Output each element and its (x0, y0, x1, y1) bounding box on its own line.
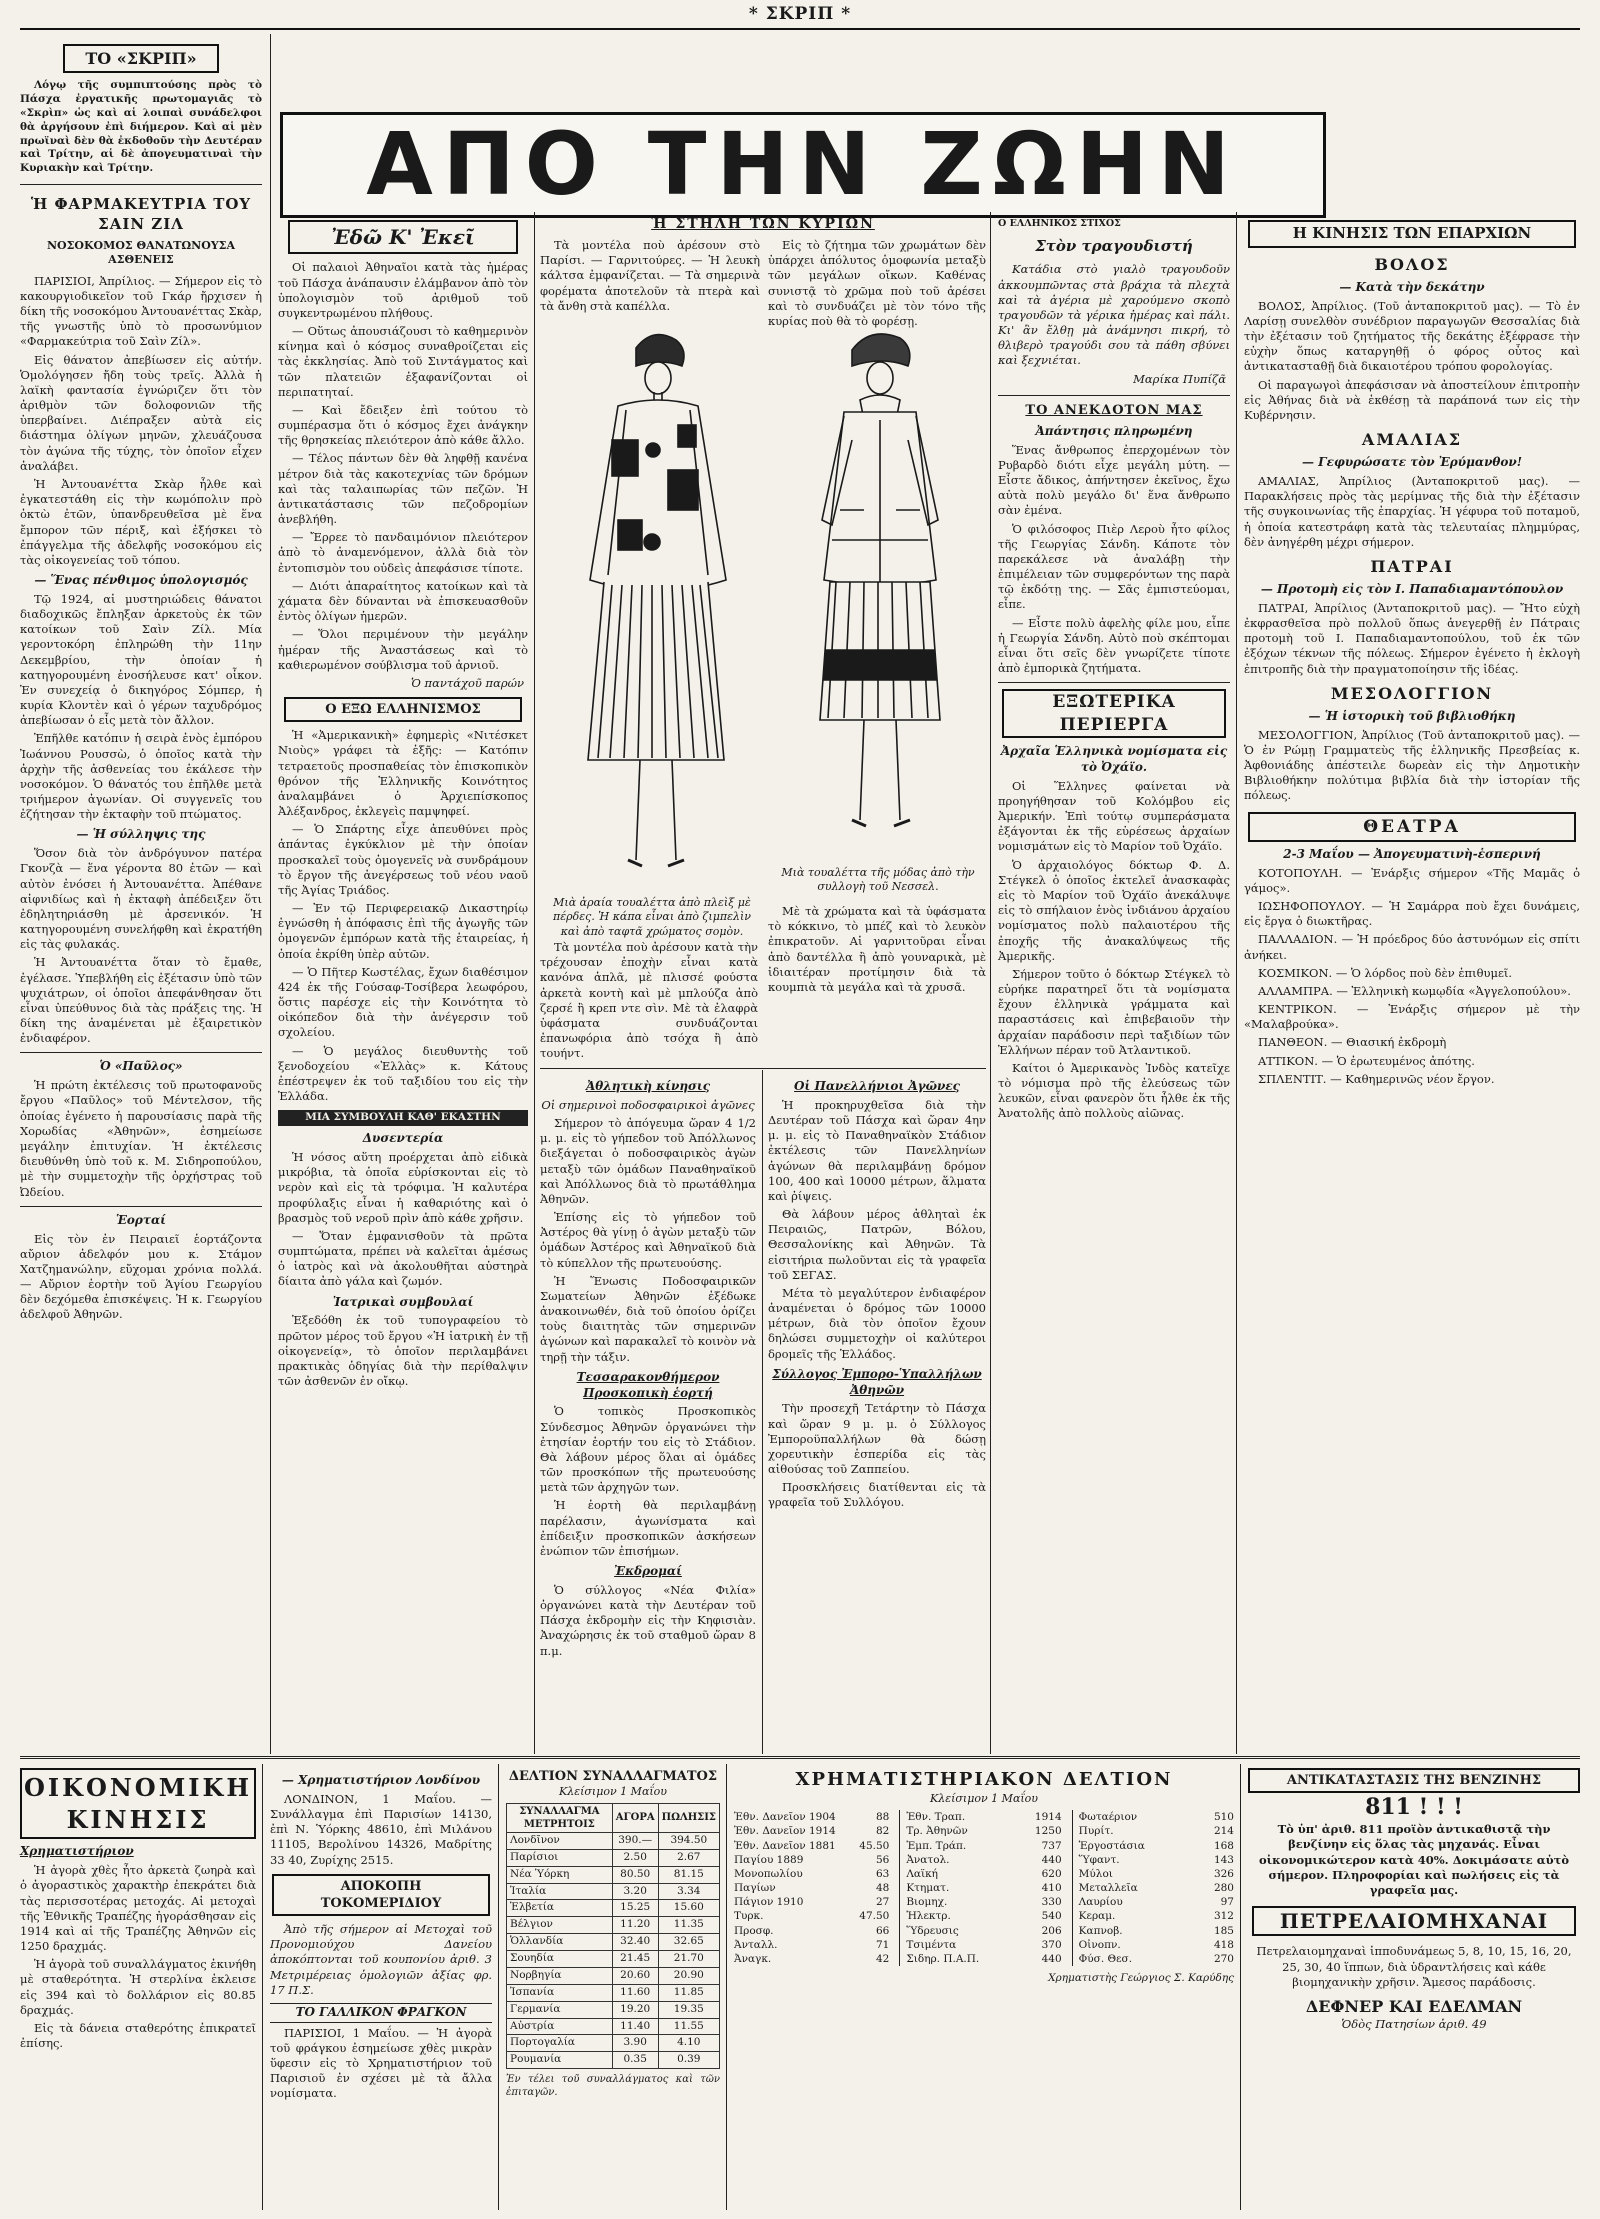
security-price: 214 (1213, 1825, 1234, 1838)
economy-title: ΟΙΚΟΝΟΜΙΚΗ ΚΙΝΗΣΙΣ (20, 1768, 256, 1839)
security-price: 63 (875, 1867, 890, 1880)
security-price: 440 (1041, 1853, 1062, 1866)
fx-currency: Ρουμανία (507, 2052, 613, 2069)
bourse-list-loans (734, 1810, 889, 1966)
security-name: Ὕδρευσις (906, 1924, 959, 1937)
bourse-list-banks (899, 1810, 1061, 1966)
fx-rate: 3.90 (612, 2035, 658, 2052)
fx-rate: 394.50 (658, 1833, 719, 1850)
story-paragraph: Εἰς θάνατον ἀπεβίωσεν εἰς αὐτήν. Ὁμολόγησεν ἤδη τοὺς τρεῖς. Ἀλλὰ ἡ λαϊκὴ φαντασία ἐγνώριζεν ὅτι τὸν ἀριθμὸν τῶν δολοφονιῶν τῆς ὑπερβαίνει. Διέπραξεν αὐτὰ εἰς διάστημα ὀλίγων μηνῶν, χλευάζουσα τὸν ἀγώνα τῆς τύχης, τὸν ὁποῖον εἶχεν ἀναλάβει. (20, 352, 262, 473)
city-heading: ΠΑΤΡΑΙ (1370, 556, 1454, 576)
security-price: 185 (1213, 1924, 1234, 1937)
security-name: Ὕφαντ. (1078, 1853, 1120, 1866)
bourse-row (1079, 1824, 1234, 1838)
fx-currency: Νορβηγία (507, 1967, 613, 1984)
column-paragraph: Ὁ φιλόσοφος Πιὲρ Λεροὺ ἦτο φίλος τῆς Γεωργίας Σάνδη. Κάποτε τὸν παρεκάλεσε νὰ ἀναλάβῃ τὴν ἐπιμέλειαν τῶν συμφερόντων της παρὰ τῷ ἐκδότῃ της. — Σᾶς ἐμπιστεύομαι, εἶπε. (998, 521, 1230, 612)
fx-row (507, 1849, 720, 1866)
fx-rate: 11.40 (612, 2018, 658, 2035)
security-price: 312 (1213, 1910, 1234, 1923)
column-paragraph: ΑΜΑΛΙΑΣ, Ἀπρίλιος (Ἀνταποκριτοῦ μας). — Παρακλήσεις πρὸς τὰς μερίμνας τῆς διὰ τὴν ἐξέτασιν τῆς συγκοινωνίας τῆς ἐπαρχίας. Ἡ γέφυρα τοῦ ποταμοῦ, ἡ ὁποία κατεστράφη κατὰ τὰς τελευταίας πλημμύρας, δὲν ἀνηγέρθη μέχρι σήμερον. (1244, 474, 1580, 549)
column-paragraph: — Διότι ἀπαραίτητος κατοίκων καὶ τὰ χάματα δὲν δύνανται νὰ ἐπισκευασθοῦν ἐντὸς ὀλίγων ἡμερῶν. (278, 578, 528, 624)
bourse-row (906, 1839, 1061, 1853)
security-name: Πάγιον 1910 (734, 1896, 804, 1909)
ad-subtitle: 811 ! ! ! (1365, 1794, 1463, 1821)
column-paragraph: Ἕνας ἄνθρωπος ἐπερχομένων τὸν Ρυβαρδὸ διότι εἶχε μεγάλη μύτη. — Εἶστε ἄδικος, ἀπήντησεν ἐκεῖνος, ἔχω αὐτὰ πολὺ μεγάλο δι' ἕνα ἄνθρωπο σὰν ἐμένα. (998, 442, 1230, 518)
security-price: 42 (875, 1952, 890, 1965)
theatre-listing: ΑΤΤΙΚΟΝ. — Ὁ ἐρωτευμένος ἀπότης. (1258, 1053, 1475, 1068)
city-heading: ΑΜΑΛΙΑΣ (1361, 430, 1463, 450)
fx-rate: 19.20 (612, 2001, 658, 2018)
fashion-paragraph: Μὲ τὰ χρώματα καὶ τὰ ὑφάσματα τὸ κόκκινο, τὸ μπέζ καὶ τὸ λευκὸν ἐπικρατοῦν. Αἱ γαρνιτοῦραι εἶναι ἀπὸ δαντέλλα ἢ ἀπὸ γουναρικὰ, μὲ ἰδιαιτέραν προτίμησιν διὰ τὰ κουμπιὰ τὰ μεγάλα καὶ τὰ χρυσᾶ. (768, 904, 986, 994)
column-paragraph: Σήμερον τοῦτο ὁ δόκτωρ Στέγκελ τὸ εὑρήκε παρατηρεῖ ὅτι τὰ νομίσματα ἔχουν ἑλληνικὰ γράμματα καὶ παραστάσεις καὶ ἐπιβεβαιοῦν τὴν ἀρχαίαν παράδοσιν περὶ ταξιδίων τῶν Ἑλλήνων πέραν τοῦ Ἀτλαντικοῦ. (998, 966, 1230, 1057)
section-subhead: Ἀπάντησις πληρωμένη (1035, 423, 1193, 438)
fx-rate: 32.65 (658, 1934, 719, 1951)
fx-rate: 81.15 (658, 1866, 719, 1883)
fashion-caption-right: Μιὰ τουαλέττα τῆς μόδας ἀπὸ τὴν συλλογὴ τοῦ Νεσσελ. (781, 866, 975, 894)
fx-row (507, 1917, 720, 1934)
story-subheadline: ΝΟΣΟΚΟΜΟΣ ΘΑΝΑΤΩΝΟΥΣΑ ΑΣΘΕΝΕΙΣ (47, 238, 235, 267)
column-paragraph: — Ἐν τῷ Περιφερειακῷ Δικαστηρίῳ ἐγνώσθη ἡ ἀπόφασις ἐπὶ τῆς ἀγωγῆς τῶν ὁμογενῶν ἐμπόρων κατὰ τῆς ἑταιρείας, ἡ ὁποία ἐκρίθη ὑπὲρ αὐτῶν. (278, 901, 528, 961)
ad-title-2: ΠΕΤΡΕΛΑΙΟΜΗΧΑΝΑΙ (1252, 1906, 1576, 1936)
fx-rate: 4.10 (658, 2035, 719, 2052)
section-title: ΤΟ ΑΝΕΚΔΟΤΟΝ ΜΑΣ (1025, 402, 1203, 418)
fx-note: Ἐν τέλει τοῦ συναλλάγματος καὶ τῶν ἐπιταγῶν. (506, 2074, 720, 2099)
fx-rate: 11.60 (612, 1984, 658, 2001)
security-price: 143 (1213, 1853, 1234, 1866)
column-paragraph: — Ὅταν ἐμφανισθοῦν τὰ πρῶτα συμπτώματα, πρέπει νὰ καλεῖται ἀμέσως ὁ ἰατρὸς καὶ νὰ ἀκολουθῆται αὐστηρὰ δίαιτα ἀπὸ γάλα καὶ ζωμόν. (278, 1228, 528, 1289)
bourse-row (1079, 1839, 1234, 1853)
fx-rate: 3.20 (612, 1883, 658, 1900)
city-heading: ΒΟΛΟΣ (1374, 254, 1450, 274)
fashion-illustration-cape (548, 320, 758, 890)
fx-rate: 80.50 (612, 1866, 658, 1883)
story-subhead: Ὁ «Παῦλος» (99, 1059, 183, 1074)
fashion-illustration-coat (770, 320, 980, 860)
security-price: 410 (1041, 1882, 1062, 1895)
theatre-listing: ΑΛΛΑΜΠΡΑ. — Ἐλληνικὴ κωμῳδία «Ἀγγελοπούλου». (1258, 983, 1571, 998)
security-price: 71 (875, 1938, 890, 1951)
column-paragraph: ΜΕΣΟΛΟΓΓΙΟΝ, Ἀπρίλιος (Τοῦ ἀνταποκριτοῦ μας). — Ὁ ἐν Ρώμῃ Γραμματεὺς τῆς ἑλληνικῆς Πρεσβείας κ. Ἀφθονιάδης ἀπέστειλε δωρεὰν εἰς τὴν Δημοτικὴν Βιβλιοθήκην πολύτιμα βιβλία διὰ τὴν ἱστορίαν τῆς πόλεως. (1244, 727, 1580, 803)
security-name: Οἰνοπν. (1078, 1938, 1121, 1951)
column-paragraph: — Ὁ μεγάλος διευθυντὴς τοῦ ξενοδοχείου «Ἐλλὰς» κ. Κάτους ἐπέστρεψεν ἐκ τοῦ ταξιδίου του εἰς τὴν Ἑλλάδα. (278, 1043, 528, 1104)
ad-paragraph: Πετρελαιομηχαναὶ ἱπποδυνάμεως 5, 8, 10, 15, 16, 20, 25, 30, 40 ἵππων, διὰ ὑδραντλήσεις καὶ κάθε βιομηχανικὴν χρῆσιν. Ἄμεσος παράδοσις. (1256, 1944, 1572, 1989)
security-price: 82 (875, 1825, 890, 1838)
bourse-row (1079, 1881, 1234, 1895)
fashion-body-left (540, 940, 758, 1066)
advertisement (1248, 1768, 1580, 2208)
security-name: Κεραμ. (1078, 1910, 1116, 1923)
column-paragraph: Καίτοι ὁ Ἀμερικανὸς Ἰνδὸς κατεῖχε τὸ νόμισμα πρὸ τῆς ἐλεύσεως τῶν λευκῶν, εἶναι φανερὸν ὅτι ἦλθε ἐκ τῆς Ἀνατολῆς ἀπὸ πολλοὺς αἰῶνας. (998, 1060, 1230, 1121)
fx-row (507, 1900, 720, 1917)
security-name: Σιδηρ. Π.Α.Π. (906, 1952, 980, 1965)
fx-header: ΑΓΟΡΑ (612, 1803, 658, 1832)
ad-title: ΑΝΤΙΚΑΤΑΣΤΑΣΙΣ ΤΗΣ ΒΕΝΖΙΝΗΣ (1248, 1768, 1580, 1793)
fx-currency: Σουηδία (507, 1951, 613, 1968)
story-paragraph: Ἡ πρώτη ἐκτέλεσις τοῦ πρωτοφανοῦς ἔργου «Παῦλος» τοῦ Μέντελσον, τῆς ὁποίας ἐγένετο ἡ παρουσίασις παρὰ τῆς Χορωδίας «Ἀθηνῶν», ἐσημείωσε μεγάλην ἐπιτυχίαν. Ἡ ἐκτέλεσις διευθύνθη ὑπὸ τοῦ κ. Μ. Σιδηροπούλου, μὲ τὴν συμμετοχὴν τῆς ὀρχήστρας τοῦ Ὠδείου. (20, 1078, 262, 1199)
theatre-listing: ΙΩΣΗΦΟΠΟΥΛΟΥ. — Ἡ Σαμάρρα ποὺ ἔχει δυνάμεις, εἰς ἔργα ὁ διωκτῆρας. (1244, 899, 1580, 929)
section-subhead: — Ἡ ἱστορικὴ τοῦ βιβλιοθήκη (1308, 708, 1516, 723)
fx-rate: 15.25 (612, 1900, 658, 1917)
fx-header: ΣΥΝΑΛΛΑΓΜΑ ΜΕΤΡΗΤΟΙΣ (507, 1803, 613, 1832)
section-title: Ο ΕΞΩ ΕΛΛΗΝΙΣΜΟΣ (284, 697, 522, 722)
theatres-title: ΘΕΑΤΡΑ (1248, 812, 1576, 842)
bourse-row (734, 1867, 889, 1881)
security-price: 45.50 (859, 1839, 890, 1852)
economy-paragraph: Εἰς τὰ δάνεια σταθερότης ἐπικρατεῖ ἐπίσης. (20, 2020, 256, 2051)
security-price: 48 (875, 1882, 890, 1895)
security-name: Μεταλλεῖα (1078, 1882, 1138, 1895)
security-name: Λαϊκή (906, 1867, 938, 1880)
security-name: Παγίων (734, 1882, 776, 1895)
bourse-row (906, 1938, 1061, 1952)
bourse-row (1079, 1810, 1234, 1824)
story-paragraph: Ἡ Ἀντουανέττα Σκὰρ ἦλθε καὶ ἐγκατεστάθη εἰς τὴν κωμόπολιν πρὸ ὀκτὼ ἐτῶν, ὑπανδρευθεῖσα μὲ ἕνα ἔμπορον τῶν πέριξ, καὶ ἐξήσκει τὸ ἐπάγγελμα τῆς ἀδελφῆς νοσοκόμου εἰς τὰς οἰκογενείας τοῦ τόπου. (20, 476, 262, 567)
security-price: 418 (1213, 1938, 1234, 1951)
security-price: 88 (875, 1811, 890, 1824)
fx-title: ΔΕΛΤΙΟΝ ΣΥΝΑΛΛΑΓΜΑΤΟΣ (508, 1769, 718, 1784)
section-title: ΜΙΑ ΣΥΜΒΟΥΛΗ ΚΑΘ' ΕΚΑΣΤΗΝ (278, 1110, 528, 1126)
fx-currency: Παρίσιοι (507, 1849, 613, 1866)
column-rule (270, 34, 271, 1754)
bourse-row (1079, 1895, 1234, 1909)
bourse-row (734, 1952, 889, 1966)
column-2 (278, 218, 528, 1750)
security-name: Μύλοι (1078, 1867, 1113, 1880)
ad-paragraph: Τὸ ὑπ' ἀριθ. 811 προϊὸν ἀντικαθιστᾷ τὴν βενζίνην εἰς ὅλας τὰς μηχανάς. Εἶναι οἰκονομικώτερον κατὰ 40%. Δοκιμάσατε αὐτὸ σήμερον. Πληροφορίαι καὶ πωλήσεις εἰς τὰ γραφεῖα μας. (1258, 1822, 1570, 1897)
story-paragraph: Ὅσον διὰ τὸν ἀνδρόγυνον πατέρα Γκονζὰ — ἕνα γέροντα 80 ἐτῶν — καὶ αὐτὸν ἐνόσει ἡ Ἀντουανέττα. Ἀπέθανε αἰφνιδίως καὶ ἡ ἐκταφὴ ἀπέδειξεν ὅτι ἐδηλητηριάσθη μὲ ἀρσενικόν. Ἡ κατηγορουμένη συνελήφθη καὶ ἐκρατήθη εἰς τὰς φυλακάς. (20, 846, 262, 952)
bourse-row (1079, 1952, 1234, 1966)
security-price: 326 (1213, 1867, 1234, 1880)
fx-rate: 0.35 (612, 2052, 658, 2069)
fx-currency: Ἰσπανία (507, 1984, 613, 2001)
security-price: 510 (1213, 1811, 1234, 1824)
fx-currency: Ἑλβετία (507, 1900, 613, 1917)
story-subhead: Ἑορταί (115, 1212, 166, 1227)
security-name: Κτηματ. (906, 1882, 950, 1895)
section-subhead: Δυσεντερία (362, 1131, 444, 1146)
security-price: 47.50 (859, 1910, 890, 1923)
bourse-row (1079, 1924, 1234, 1938)
security-name: Ἀνατολ. (906, 1853, 950, 1866)
bourse-title: ΧΡΗΜΑΤΙΣΤΗΡΙΑΚΟΝ ΔΕΛΤΙΟΝ (795, 1769, 1173, 1790)
security-price: 440 (1041, 1952, 1062, 1965)
security-price: 620 (1041, 1867, 1062, 1880)
story-subhead: — Ἡ σύλληψις της (76, 827, 206, 842)
fashion-intro-right (768, 238, 986, 328)
fx-rate: 21.45 (612, 1951, 658, 1968)
security-price: 270 (1213, 1952, 1234, 1965)
poem-body: Κατάδια στὸ γιαλὸ τραγουδοῦν ἀκκουμπῶντας στὰ βράχια τὰ πλεχτὰ καὶ τὰ ἀγέρια μὲ χαρούμενο σκοπὸ τραγουδῶν τὰ γέρικα ἡμέρας καὶ πάλι. Κι' ἂν ἔλθῃ μὰ ἀνάμνησι πικρή, τὸ θλιβερὸ τραγούδι σου τὰ πάθη σβύνει καὶ ξεχνιέται. (998, 262, 1230, 368)
bourse-row (1079, 1867, 1234, 1881)
skrip-notice-title: ΤΟ «ΣΚΡΙΠ» (63, 44, 219, 73)
column-paragraph: Ἡ νόσος αὕτη προέρχεται ἀπὸ εἰδικὰ μικρόβια, τὰ ὁποῖα εὑρίσκονται εἰς τὸ νερὸν καὶ εἰς τὰ τρόφιμα. Ἡ καλυτέρα προφύλαξις εἶναι ἡ καθαριότης καὶ ὁ βρασμὸς τοῦ νεροῦ πρὶν ἀπὸ κάθε χρῆσιν. (278, 1150, 528, 1225)
fx-row (507, 1951, 720, 1968)
bourse-row (734, 1924, 889, 1938)
theatre-listing: ΠΑΝΘΕΟΝ. — Θιασική ἐκδρομὴ (1258, 1035, 1447, 1050)
fx-row (507, 1984, 720, 2001)
security-name: Πυρίτ. (1078, 1825, 1114, 1838)
bourse-footer: Χρηματιστὴς Γεώργιος Σ. Καρύδης (1048, 1972, 1234, 1985)
column-title: Ἐδῶ Κ' Ἐκεῖ (288, 220, 518, 254)
section-subhead: — Προτομὴ εἰς τὸν Ι. Παπαδιαμαντόπουλον (1260, 582, 1564, 597)
theatres-subhead: 2-3 Μαΐου — Ἀπογευματινὴ-ἑσπερινή (1283, 846, 1541, 861)
theatre-listing: ΣΠΛΕΝΤΙΤ. — Καθημερινῶς νέον ἔργον. (1258, 1071, 1495, 1086)
column-paragraph: — Τέλος πάντων δὲν θὰ ληφθῇ κανένα μέτρον διὰ τὰς κακοτεχνίας τῶν δρόμων καὶ τὰς ταλαιπωρίας τῶν πεζῶν. Ἡ ἀντικατάστασις τῶν πεζοδρομίων ἀνεβλήθη. (278, 451, 528, 527)
fx-rate: 11.20 (612, 1917, 658, 1934)
security-price: 66 (875, 1924, 890, 1937)
story-paragraph: Ἡ Ἀντουανέττα ὅταν τὸ ἔμαθε, ἐγέλασε. Ὑπεβλήθη εἰς ἐξέτασιν ὑπὸ τῶν ψυχιάτρων, οἱ ὁποῖοι ἀπεφάνθησαν ὅτι εἶναι ὑπεύθυνος διὰ τὰς πράξεις της. Ἡ δίκη της ἀναμένεται μὲ ἐξαιρετικὸν ἐνδιαφέρον. (20, 955, 262, 1046)
column-paragraph: — Ὁ Σπάρτης εἶχε ἀπευθύνει πρὸς ἁπάντας ἐγκύκλιον μὲ τὴν ὁποίαν προσκαλεῖ τοὺς ὁμογενεῖς νὰ συνδράμουν τὸ ἔργον τῆς ἀνεγέρσεως τοῦ νέου ναοῦ τῆς Ἀγίας Τριάδος. (278, 822, 528, 897)
column-paragraph: Ἡ «Ἀμερικανικὴ» ἐφημερὶς «Νιτέσκετ Νιοὺς» γράφει τὰ ἑξῆς: — Κατόπιν τετραετοῦς προσπαθείας τὸν ἐπισκοπικὸν θρόνον τῆς Ἑλληνικῆς Κοινότητος ἀναλαμβάνει ὁ Ἀρχιεπίσκοπος Ἀλέξανδρος, ἐκλεγεὶς παμψηφεί. (278, 728, 528, 819)
security-name: Λαυρίου (1078, 1896, 1123, 1909)
column-paragraph: — Ὅλοι περιμένουν τὴν μεγάλην ἡμέραν τῆς Ἀναστάσεως καὶ τὸ καθιερωμένον σούβλισμα τοῦ ἀρνιοῦ. (278, 627, 528, 672)
security-price: 370 (1041, 1938, 1062, 1951)
bourse-row (906, 1909, 1061, 1923)
bourse-row (734, 1895, 889, 1909)
fx-row (507, 2035, 720, 2052)
column-paragraph: Οἱ παραγωγοὶ ἀπεφάσισαν νὰ ἀποστείλουν ἐπιτροπὴν εἰς Ἀθήνας διὰ νὰ ἐκθέσῃ τὰ παράπονά των εἰς τὴν Κυβέρνησιν. (1244, 377, 1580, 422)
fashion-paragraph: Τὰ μοντέλα ποὺ ἀρέσουν κατὰ τὴν τρέχουσαν ἐποχὴν εἶναι κατὰ κανόνα ἁπλᾶ, μὲ πλισσέ φούστα ἀρκετὰ κοντὴ καὶ μὲ μπλούζα ἀπὸ ζερσέ ἢ κρεπ ντε σὶν. Μὲ τὰ ἐλαφρὰ ὑφάσματα συνδυάζονται ἐπανωφόρια ἀπὸ τσόχα ἢ ἀπὸ τουήντ. (540, 940, 758, 1061)
security-name: Φύσ. Θεσ. (1078, 1952, 1133, 1965)
fx-row (507, 1967, 720, 1984)
column-paragraph: ΒΟΛΟΣ, Ἀπρίλιος. (Τοῦ ἀνταποκριτοῦ μας). — Τὸ ἐν Λαρίσῃ συνελθὸν συνέδριον παραγωγῶν Θεσσαλίας διὰ τὴν ἐξέτασιν τοῦ ζητήματος τῆς δεκάτης ἐξέφρασε τὴν εὐχὴν ὅπως καταργηθῇ ὁ φόρος οὗτος καὶ ἀντικατασταθῇ διὰ δικαιοτέρου τρόπου φορολογίας. (1244, 298, 1580, 374)
column-5 (998, 218, 1230, 1750)
poem-author: Μαρίκα Πυπίζᾶ (1133, 371, 1226, 386)
bourse-row (1079, 1853, 1234, 1867)
column-rule (534, 212, 535, 1754)
bourse-row (906, 1895, 1061, 1909)
fashion-intro: Εἰς τὸ ζήτημα τῶν χρωμάτων δὲν ὑπάρχει ἀπόλυτος ὁμοφωνία μεταξὺ τῶν μεγάλων οἴκων. Καθένας συνιστᾷ τὸ χρῶμα ποὺ τοῦ ἀρέσει καὶ τὸ συνδυάζει μὲ τὸν τόνο τῆς κυρίας ποὺ θὰ τὸ φορέσῃ. (768, 238, 986, 328)
bourse-row (906, 1952, 1061, 1966)
fx-row (507, 1934, 720, 1951)
fx-currency: Νέα Ὑόρκη (507, 1866, 613, 1883)
fx-row (507, 1833, 720, 1850)
theatre-listing: ΚΟΤΟΠΟΥΛΗ. — Ἐνάρξις σήμερον «Τῆς Μαμᾶς ὁ γάμος». (1244, 865, 1580, 895)
bourse-row (734, 1853, 889, 1867)
masthead-rule (20, 28, 1580, 30)
column-paragraph: Οἱ Ἕλληνες φαίνεται νὰ προηγήθησαν τοῦ Κολόμβου εἰς Ἀμερικήν. Ἐπὶ τούτῳ συμπεράσματα ἐξάγονται ἐκ τῆς εὑρέσεως ἀρχαίων νομισμάτων εἰς τὸ Μαρίον τοῦ Ὀχάϊο. (998, 778, 1230, 854)
fx-row (507, 2052, 720, 2069)
fx-row (507, 1866, 720, 1883)
security-name: Καπνοβ. (1078, 1924, 1123, 1937)
security-price: 97 (1220, 1896, 1234, 1909)
story-paragraph: Ἐπῆλθε κατόπιν ἡ σειρὰ ἐνὸς ἐμπόρου Ἰωάννου Ρουσσὼ, ὁ ὁποῖος κατὰ τὴν ἀρχὴν τῆς ἀσθενείας του ἐκάλεσε τὴν νοσοκόμον. Ὁ θάνατός του ἐπῆλθε μετὰ τριήμερον ἀγωνίαν. Οἱ συγγενεῖς του ἐζήτησαν τὴν ἐκταφὴν τοῦ πτώματος. (20, 731, 262, 822)
bourse-row (906, 1824, 1061, 1838)
section-subhead: Ἰατρικαὶ συμβουλαί (332, 1294, 474, 1309)
security-price: 1914 (1034, 1811, 1062, 1824)
bourse-row (734, 1909, 889, 1923)
column-paragraph: — Εἶστε πολὺ ἀφελὴς φίλε μου, εἶπε ἡ Γεωργία Σάνδη. Αὐτὸ ποὺ σκέπτομαι εἶναι ὅτι σεῖς δὲν γνωρίζετε τίποτε ἀπὸ ἐμπορικὰ ζητήματα. (998, 615, 1230, 676)
bourse-row (1079, 1909, 1234, 1923)
bourse-date: Κλείσιμον 1 Μαΐου (930, 1791, 1038, 1805)
london-title: — Χρηματιστήριον Λονδίνου (281, 1773, 481, 1787)
story-headline: Ἡ ΦΑΡΜΑΚΕΥΤΡΙΑ ΤΟΥ ΣΑΙΝ ΖΙΛ (30, 195, 252, 233)
bourse-row (734, 1810, 889, 1824)
fx-rate: 21.70 (658, 1951, 719, 1968)
security-name: Ἐργοστάσια (1078, 1839, 1145, 1852)
city-heading: ΜΕΣΟΛΟΓΓΙΟΝ (1330, 683, 1494, 703)
fx-rate: 2.50 (612, 1849, 658, 1866)
security-name: Τρ. Ἀθηνῶν (906, 1825, 968, 1838)
fx-rate: 11.35 (658, 1917, 719, 1934)
coupon-title: ΑΠΟΚΟΠΗ ΤΟΚΟΜΕΡΙΔΙΟΥ (272, 1874, 490, 1916)
bourse-row (906, 1881, 1061, 1895)
fx-currency: Πορτογαλία (507, 2035, 613, 2052)
fx-rate: 2.67 (658, 1849, 719, 1866)
security-price: 330 (1041, 1896, 1062, 1909)
theatre-list (1244, 866, 1580, 1087)
security-price: 1250 (1034, 1825, 1062, 1838)
ad-company: ΔΕΦΝΕΡ ΚΑΙ ΕΔΕΛΜΑΝ (1305, 1996, 1523, 2016)
fx-rate: 19.35 (658, 2001, 719, 2018)
economy-subhead: Χρηματιστήριον (20, 1844, 134, 1859)
theatre-listing: ΚΟΣΜΙΚΟΝ. — Ὁ λόρδος ποὺ δὲν ἐπιθυμεῖ. (1258, 965, 1513, 980)
fashion-intro-left (540, 238, 760, 312)
fashion-body-right (768, 904, 986, 1066)
fashion-intro: Τὰ μοντέλα ποὺ ἀρέσουν στὸ Παρίσι. — Γαρνιτούρες. — Ἡ λευκὴ κάλτσα ἐμφανίζεται. — Τὰ σημερινὰ φορέματα ἀποτελοῦν τὰ πτερὰ καὶ τὰ ἄνθη στὰ καπέλλα. (540, 238, 760, 313)
security-price: 168 (1213, 1839, 1234, 1852)
fx-currency: Λονδῖνον (507, 1833, 613, 1850)
bourse-row (906, 1924, 1061, 1938)
column-paragraph: Ὁ ἀρχαιολόγος δόκτωρ Φ. Δ. Στέγκελ ὁ ὁποῖος ἐκτελεῖ ἀνασκαφὰς εἰς τὸ Μαρίον τοῦ Ὀχάϊο ἀνεκάλυψε εἰς τὸ σπήλαιον ἑνὸς ἰνδιάνου ἀρχαίου νομίσματος πολὺ παλαιοτέρου τῆς ἐποχῆς τῆς ἀνακαλύψεως τῆς Ἀμερικῆς. (998, 857, 1230, 963)
security-name: Ἐμπ. Τράπ. (906, 1839, 967, 1852)
security-name: Ἐθν. Δανεῖον 1881 (734, 1839, 836, 1852)
fx-row (507, 2018, 720, 2035)
bourse-row (906, 1810, 1061, 1824)
fx-currency: Γερμανία (507, 2001, 613, 2018)
events-block: Οἱ Πανελλήνιοι Ἀγῶνες Ἡ προκηρυχθεῖσα διὰ τὴν Δευτέραν τοῦ Πάσχα καὶ ὥραν 4ην μ. μ. εἰς τὸ Παναθηναϊκὸν Στάδιον ἐκτέλεσις τῶν Πανελληνίων ἀγώνων θὰ περιλαμβάνῃ δρόμον 100, 400 καὶ 10000 μέτρων, ἅλματα καὶ ῥίψεις. Θὰ λάβουν μέρος ἀθληταὶ ἐκ Πειραιῶς, Πατρῶν, Βόλου, Θεσσαλονίκης καὶ Ἀθηνῶν. Τὰ εἰσιτήρια πωλοῦνται εἰς τὰ γραφεῖα τοῦ ΣΕΓΑΣ. Μέτα τὸ μεγαλύτερον ἐνδιαφέρον ἀναμένεται ὁ δρόμος τῶν 10000 μέτρων, διὰ τὸν ὁποῖον ἔχουν δηλώσει συμμετοχὴν οἱ καλύτεροι δρομεῖς τῆς Ἑλλάδος. Σύλλογος Ἐμπορο-Ὑπαλλήλων Ἀθηνῶν Τὴν προσεχῆ Τετάρτην τὸ Πάσχα καὶ ὥραν 9 μ. μ. ὁ Σύλλογος Ἐμποροϋπαλλήλων θὰ δώσῃ χορευτικὴν ἑσπερίδα εἰς τὰς αἰθούσας τοῦ Ζαππείου. Προσκλήσεις διατίθενται εἰς τὰ γραφεῖα τοῦ Συλλόγου. (768, 1079, 986, 1510)
fx-currency: Αὐστρία (507, 2018, 613, 2035)
column-rule (1236, 212, 1237, 1754)
fx-currency: Ὁλλανδία (507, 1934, 613, 1951)
fx-rate: 11.85 (658, 1984, 719, 2001)
fx-rate: 11.55 (658, 2018, 719, 2035)
column-paragraph: — Ἔρρεε τὸ πανδαιμόνιον πλειότερον ἀπὸ τὸ ἀναμενόμενον, ἀλλὰ διὰ τὸν ἐντοπισμὸν του οὐδεὶς ἀπεφάσισε τίποτε. (278, 530, 528, 575)
security-price: 280 (1213, 1882, 1234, 1895)
bourse-bulletin (734, 1768, 1234, 2208)
column-rule (990, 212, 991, 1754)
banner-title: ΑΠΟ ΤΗΝ ΖΩΗΝ (366, 115, 1240, 215)
fx-rate: 3.34 (658, 1883, 719, 1900)
franc-paragraph: ΠΑΡΙΣΙΟΙ, 1 Μαΐου. — Ἡ ἀγορὰ τοῦ φράγκου ἐσημείωσε χθὲς μικρὰν ὕφεσιν εἰς τὸ Χρηματιστήριον τοῦ Παρισιοῦ ἐν σχέσει μὲ τὰ ἄλλα νομίσματα. (270, 2025, 492, 2101)
column-signature: Ὁ παντάχοῦ παρών (411, 675, 524, 690)
bourse-row (1079, 1938, 1234, 1952)
fx-row (507, 2001, 720, 2018)
security-price: 540 (1041, 1910, 1062, 1923)
security-name: Βιομηχ. (906, 1896, 948, 1909)
economy-paragraph: Ἡ ἀγορὰ χθὲς ἦτο ἀρκετὰ ζωηρὰ καὶ ὁ ἀγοραστικὸς χαρακτὴρ ἐπεκράτει διὰ τὰς περισσοτέρας μετοχάς. Αἱ μετοχαὶ τῆς Ἐθνικῆς Τραπέζης ἠγοράσθησαν εἰς 1914 καὶ αἱ τῆς Τραπέζης Ἀθηνῶν εἰς 1250 δραχμάς. (20, 1863, 256, 1954)
theatre-listing: ΠΑΛΛΑΔΙΟΝ. — Ἡ πρόεδρος δύο ἀστυνόμων εἰς σπίτι ἀνήκει. (1244, 932, 1580, 962)
theatre-listing: ΚΕΝΤΡΙΚΟΝ. — Ἐνάρξις σήμερον μὲ τὴν «Μαλαβρούκα». (1244, 1002, 1580, 1032)
franc-title: ΤΟ ΓΑΛΛΙΚΟΝ ΦΡΑΓΚΟΝ (270, 2003, 492, 2023)
security-name: Μονοπωλίου (734, 1867, 803, 1880)
fx-rate: 15.60 (658, 1900, 719, 1917)
fx-currency: Βέλγιον (507, 1917, 613, 1934)
security-name: Τσιμέντα (906, 1938, 957, 1951)
economy-paragraph: Ἡ ἀγορὰ τοῦ συναλλάγματος ἐκινήθη μὲ σταθερότητα. Ἡ στερλίνα ἐκλεισε εἰς 394 καὶ τὸ δολλάριον εἰς 80.85 δραχμάς. (20, 1957, 256, 2017)
column-paragraph: Οἱ παλαιοὶ Ἀθηναῖοι κατὰ τὰς ἡμέρας τοῦ Πάσχα ἀνάπαυσιν ἐλάμβανον ἀπὸ τὸν ὑπολογισμὸν τοῦ ἀριθμοῦ τοῦ συγκεντρωμένου πλήθους. (278, 260, 528, 320)
security-name: Τυρκ. (734, 1910, 764, 1923)
security-name: Φωταέριον (1078, 1811, 1138, 1824)
column-paragraph: Ἐξεδόθη ἐκ τοῦ τυπογραφείου τὸ πρῶτον μέρος τοῦ ἔργου «Ἡ ἰατρικὴ ἐν τῇ οἰκογενείᾳ», τὸ ὁποῖον περιλαμβάνει πρακτικὰς ὁδηγίας διὰ τὴν περίθαλψιν τῶν ἀσθενῶν ἐν οἴκῳ. (278, 1313, 528, 1389)
security-price: 27 (875, 1896, 890, 1909)
bourse-row (906, 1867, 1061, 1881)
fx-currency: Ἰταλία (507, 1883, 613, 1900)
column-rule (762, 1070, 763, 1754)
fx-bulletin (506, 1768, 720, 2208)
story-subhead: — Ἕνας πένθιμος ὑπολογισμός (34, 573, 248, 588)
security-name: Ἐθν. Δανεῖον 1914 (734, 1825, 836, 1838)
bourse-list-industry (1072, 1810, 1234, 1966)
column-paragraph: — Ὁ Πῆτερ Κωστέλας, ἔχων διαθέσιμον 424 ἐκ τῆς Γούσαφ-Τοσίβερα λεωφόρου, ὅστις παρέσχε εἰς τὴν Κοινότητα τὸ οἰκόπεδον διὰ τὴν ἀνέγερσιν τοῦ σχολείου. (278, 964, 528, 1040)
london-paragraph: ΛΟΝΔΙΝΟΝ, 1 Μαΐου. — Συνάλλαγμα ἐπὶ Παρισίων 14130, ἐπὶ Ν. Ὑόρκης 48610, ἐπὶ Μιλάνου 11105, Βερολίνου 14326, Μαδρίτης 33 40, Ζυρίχης 2515. (270, 1791, 492, 1867)
skrip-notice: Λόγῳ τῆς συμπιπτούσης πρὸς τὸ Πάσχα ἐργατικῆς πρωτομαγιᾶς τὸ «Σκρὶπ» ὡς καὶ αἱ λοιπαὶ συνάδελφοι θὰ ἀργήσουν ἐπὶ διήμερον. Καὶ αἱ μὲν πρωϊναὶ δὲν θὰ ἐκδοθοῦν τὴν Δευτέραν καὶ Τρίτην, αἱ δὲ ἀπογευματιναὶ τὴν Κυριακὴν καὶ Τρίτην. (20, 79, 262, 175)
security-name: Ἀνταλλ. (734, 1938, 778, 1951)
fashion-caption-left: Μιὰ ἀραία τουαλέττα ἀπὸ πλεὶξ μὲ πέρδες. Ἡ κάπα εἶναι ἀπὸ ζιμπελὶν καὶ ἀπὸ ταφτᾶ χρώματος σομὸν. (553, 896, 751, 938)
masthead: * ΣΚΡΙΠ * (748, 4, 852, 24)
security-price: 56 (875, 1853, 890, 1866)
section-title: Η ΚΙΝΗΣΙΣ ΤΩΝ ΕΠΑΡΧΙΩΝ (1248, 220, 1576, 248)
ad-address: Ὁδὸς Πατησίων ἀριθ. 49 (1341, 2017, 1487, 2032)
section-banner (280, 112, 1326, 218)
section-subhead: — Κατὰ τὴν δεκάτην (1339, 279, 1485, 294)
fx-rate: 20.90 (658, 1967, 719, 1984)
security-name: Ἐθν. Δανεῖον 1904 (734, 1811, 836, 1824)
bourse-row (734, 1839, 889, 1853)
fx-header: ΠΩΛΗΣΙΣ (658, 1803, 719, 1832)
story-paragraph: Εἰς τὸν ἐν Πειραιεῖ ἑορτάζοντα αὔριον ἀδελφόν μου κ. Στάμον Χατζημανώλην, εὔχομαι χρόνια πολλά. — Αὔριον ἑορτὴν τοῦ Ἁγίου Γεωργίου δὲν δεχόμεθα ἐπισκέψεις. Ἡ κ. Γεωργίου ἀδελφοῦ Ἀθηνῶν. (20, 1231, 262, 1322)
section-label: Ο ΕΛΛΗΝΙΚΟΣ ΣΤΙΧΟΣ (998, 218, 1121, 229)
bourse-row (734, 1881, 889, 1895)
coupon-paragraph: Ἀπὸ τῆς σήμερον αἱ Μετοχαὶ τοῦ Προνομιούχου Δανείου ἀποκόπτονται τοῦ κουπονίου ἀριθ. 3 Μετριμέρειας ὁμολογιῶν ἀξίας φρ. 17 Π.Σ. (270, 1922, 492, 1997)
story-paragraph: ΠΑΡΙΣΙΟΙ, Ἀπρίλιος. — Σήμερον εἰς τὸ κακουργιοδικεῖον τοῦ Γκάρ ἤρχισεν ἡ δίκη τῆς νοσοκόμου Ἀντουανέττας Σκὰρ, τῆς γνωστῆς ὑπὸ τὸ προσωνύμιον «Φαρμακεύτρια τοῦ Σαὶν Ζίλ». (20, 273, 262, 349)
column-paragraph: ΠΑΤΡΑΙ, Ἀπρίλιος (Ἀνταποκριτοῦ μας). — Ἤτο εὐχὴ ἐκφρασθεῖσα πρὸ πολλοῦ ὅπως ἀνεγερθῇ ἐν Πάτραις προτομὴ τοῦ Ι. Παπαδιαμαντοπούλου, τοῦ ἐκ τῶν ἐξόχων τέκνων τῆς πόλεως. Σήμερον ἐγένετο ἡ ἐκλογὴ ἐπιτροπῆς διὰ τὴν πραγματοποίησιν τῆς ἰδέας. (1244, 600, 1580, 676)
fx-date: Κλείσιμον 1 Μαΐου (559, 1785, 667, 1799)
security-name: Παγίου 1889 (734, 1853, 804, 1866)
security-name: Ἐθν. Τραπ. (906, 1811, 966, 1824)
fx-table (506, 1803, 720, 2069)
bourse-row (906, 1853, 1061, 1867)
section-title: ΕΞΩΤΕΡΙΚΑ ΠΕΡΙΕΡΓΑ (1002, 689, 1226, 738)
poem-title: Στὸν τραγουδιστή (1035, 236, 1193, 255)
security-name: Ἀναγκ. (734, 1952, 772, 1965)
fx-rate: 390.— (612, 1833, 658, 1850)
column-paragraph: — Οὕτως ἀπουσιάζουσι τὸ καθημερινὸν κίνημα καὶ ὁ κόσμος συναθροίζεται εἰς τὰς ἐκκλησίας. Ἀπὸ τοῦ Σιντάγματος καὶ τῶν πλατειῶν ἐξαφανίζονται οἱ περιπατηταί. (278, 324, 528, 399)
security-name: Προσφ. (734, 1924, 774, 1937)
fx-rate: 32.40 (612, 1934, 658, 1951)
column-1 (20, 36, 262, 1750)
section-subhead: — Γεφυρώσατε τὸν Ἐρύμανθον! (1301, 455, 1523, 470)
london-column (270, 1768, 492, 2208)
fashion-title: Ἡ ΣΤΗΛΗ ΤΩΝ ΚΥΡΙΩΝ (651, 216, 875, 232)
economy-column (20, 1768, 256, 2208)
section-subhead: Ἀρχαῖα Ἑλληνικὰ νομίσματα εἰς τὸ Ὀχάϊο. (1000, 744, 1228, 774)
bourse-row (734, 1824, 889, 1838)
story-paragraph: Τῷ 1924, αἱ μυστηριώδεις θάνατοι διαδοχικῶς ἔπληξαν ἀρκετοὺς ἐκ τῶν κατοίκων τοῦ Σαὶν Ζίλ. Μία γεροντοκόρη ἐπληρώθη τὴν 11ην Δεκεμβρίου, τὴν ὁποίαν ἡ κατηγορουμένη ἐνοσήλευσε κατ' οἶκον. Ἐν συνεχείᾳ ὁ δικηγόρος Σόμπερ, ἡ κυρία Κλοντὲν καὶ ὁ γέρων ταχυδρόμος ἀπεβίωσαν ὁ εἷς μετὰ τὸν ἄλλον. (20, 591, 262, 728)
fx-row (507, 1883, 720, 1900)
fx-rate: 0.39 (658, 2052, 719, 2069)
sports-block: Ἀθλητικὴ κίνησις Οἱ σημερινοὶ ποδοσφαιρικοὶ ἀγῶνες Σήμερον τὸ ἀπόγευμα ὥραν 4 1/2 μ. μ. εἰς τὸ γήπεδον τοῦ Ἀπόλλωνος διεξάγεται ὁ ποδοσφαιρικὸς ἀγὼν μεταξὺ τῶν ὁμάδων Παναθηναϊκοῦ καὶ Ἀπόλλωνος διὰ τὸ πρωτάθλημα Ἀθηνῶν. Ἐπίσης εἰς τὸ γήπεδον τοῦ Ἀστέρος θὰ γίνῃ ὁ ἀγὼν μεταξὺ τῶν ὁμάδων Ἀστέρος καὶ Ἀθηναϊκοῦ διὰ τὸ κύπελλον τῆς πρωτευούσης. Ἡ Ἕνωσις Ποδοσφαιρικῶν Σωματείων Ἀθηνῶν ἐξέδωκε ἀνακοινωθέν, διὰ τοῦ ὁποίου ὁρίζει τοὺς διαιτητὰς τῶν σημερινῶν ἀγώνων καὶ παρακαλεῖ τὸ κοινὸν νὰ τηρῇ τὴν τάξιν. Τεσσαρακονθήμερον Προσκοπικὴ ἑορτή Ὁ τοπικὸς Προσκοπικὸς Σύνδεσμος Ἀθηνῶν ὀργανώνει τὴν ἐτησίαν ἑορτήν του εἰς τὸ Στάδιον. Θὰ λάβουν μέρος ὅλαι αἱ ὁμάδες τῶν προσκόπων τῆς πρωτευούσης μετὰ τῶν ἀρχηγῶν των. Ἡ ἑορτὴ θὰ περιλαμβάνῃ παρέλασιν, ἀγωνίσματα καὶ ἐπίδειξιν προσκοπικῶν ἀσκήσεων ἐνώπιον τῶν ἐπισήμων. Ἐκδρομαί Ὁ σύλλογος «Νέα Φιλία» ὀργανώνει κατὰ τὴν Δευτέραν τοῦ Πάσχα ἐκδρομὴν εἰς τὴν Κηφισιὰν. Ἀναχώρησις ἐκ τοῦ σταθμοῦ ὥραν 8 π.μ. (540, 1079, 756, 1658)
column-6 (1244, 218, 1580, 1750)
security-price: 737 (1041, 1839, 1062, 1852)
security-price: 206 (1041, 1924, 1062, 1937)
fx-rate: 20.60 (612, 1967, 658, 1984)
column-paragraph: — Καὶ ἔδειξεν ἐπὶ τούτου τὸ συμπέρασμα ὅτι ὁ κόσμος ἔχει ἀνάγκην τῆς θρησκείας πλειότερον ἀπὸ κάθε ἄλλο. (278, 402, 528, 448)
security-name: Ἠλεκτρ. (906, 1910, 951, 1923)
bourse-row (734, 1938, 889, 1952)
